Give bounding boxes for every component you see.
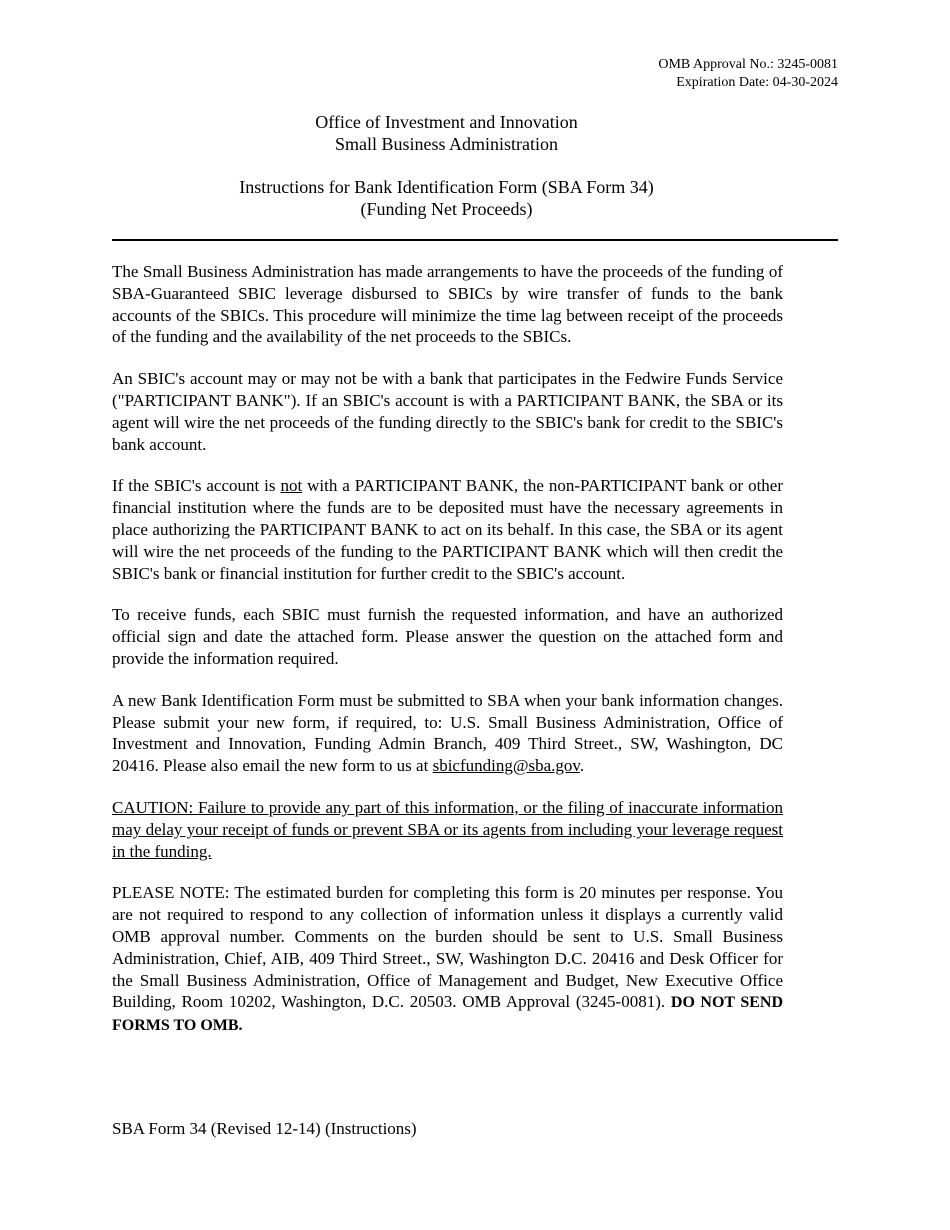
paragraph-arrangements: The Small Business Administration has made arrangements to have the proceeds of the funding of SBA-Guaranteed SBIC leverage disbursed to SBICs by wire transfer of funds to the bank accounts of the SBICs. This procedure will minimize the time lag between receipt of the proceeds of the funding and the availability of the net proceeds to the SBICs. [112, 262, 783, 347]
document-body [112, 261, 783, 1057]
paragraph-text: A new Bank Identification Form must be submitted to SBA when your bank information changes. Please submit your new form, if required, to: U.S. Small Business Administration, Office of Investment and Innovation, Funding Admin Branch, 409 Third Street., SW, Washington, DC 20416. Please also email the new form to us at [112, 690, 783, 776]
paragraph-new-form [112, 690, 783, 777]
paragraph-text: with a PARTICIPANT BANK, the non-PARTICIPANT bank or other financial institution where the funds are to be deposited must have the necessary agreements in place authorizing the PARTICIPANT BANK to act on its behalf. In this case, the SBA or its agent will wire the net proceeds of the funding to the PARTICIPANT BANK which will then credit the SBIC's bank or financial institution for further credit to the SBIC's account. [112, 476, 783, 583]
document-title-block [0, 176, 893, 220]
document-title: Instructions for Bank Identification Form (SBA Form 34) [239, 177, 654, 197]
please-note-paragraph [112, 882, 783, 1037]
paragraph-non-participant [112, 475, 783, 584]
email-link[interactable]: sbicfunding@sba.gov [432, 756, 580, 776]
paragraph-text: If the SBIC's account is [112, 476, 281, 496]
do-not-send-notice: DO NOT SEND FORMS TO OMB. [112, 994, 784, 1035]
office-heading [0, 111, 893, 155]
omb-approval-number: OMB Approval No.: 3245-0081 [658, 57, 838, 72]
document-subtitle: (Funding Net Proceeds) [360, 199, 533, 219]
expiration-date: Expiration Date: 04-30-2024 [676, 75, 838, 90]
paragraph-text: . [579, 756, 585, 776]
paragraph-text: PLEASE NOTE: The estimated burden for completing this form is 20 minutes per response. You are not required to respond to any collection of information unless it displays a currently valid OMB approval number. Comments on the burden should be sent to U.S. Small Business Administration, Chief, AIB, 409 Third Street., SW, Washington D.C. 20416 and Desk Officer for the Small Business Administration, Office of Management and Budget, New Executive Office Building, Room 10202, Washington, D.C. 20503. OMB Approval (3245-0081). [112, 883, 783, 1012]
agency-name: Small Business Administration [334, 134, 558, 154]
omb-info [658, 56, 838, 92]
emphasis-not: not [280, 476, 303, 496]
form-footer: SBA Form 34 (Revised 12-14) (Instructions) [112, 1119, 417, 1138]
paragraph-participant-bank: An SBIC's account may or may not be with a bank that participates in the Fedwire Funds Service ("PARTICIPANT BANK"). If an SBIC's account is with a PARTICIPANT BANK, the SBA or its agent will wire the net proceeds of the funding directly to the SBIC's bank for credit to the SBIC's bank account. [112, 369, 783, 454]
header-divider [112, 239, 838, 241]
caution-paragraph: CAUTION: Failure to provide any part of this information, or the filing of inaccurate information may delay your receipt of funds or prevent SBA or its agents from including your leverage request in the funding. [112, 797, 783, 861]
paragraph-receive-funds: To receive funds, each SBIC must furnish the requested information, and have an authorized official sign and date the attached form. Please answer the question on the attached form and provide the information required. [112, 605, 783, 668]
office-name: Office of Investment and Innovation [315, 112, 578, 132]
